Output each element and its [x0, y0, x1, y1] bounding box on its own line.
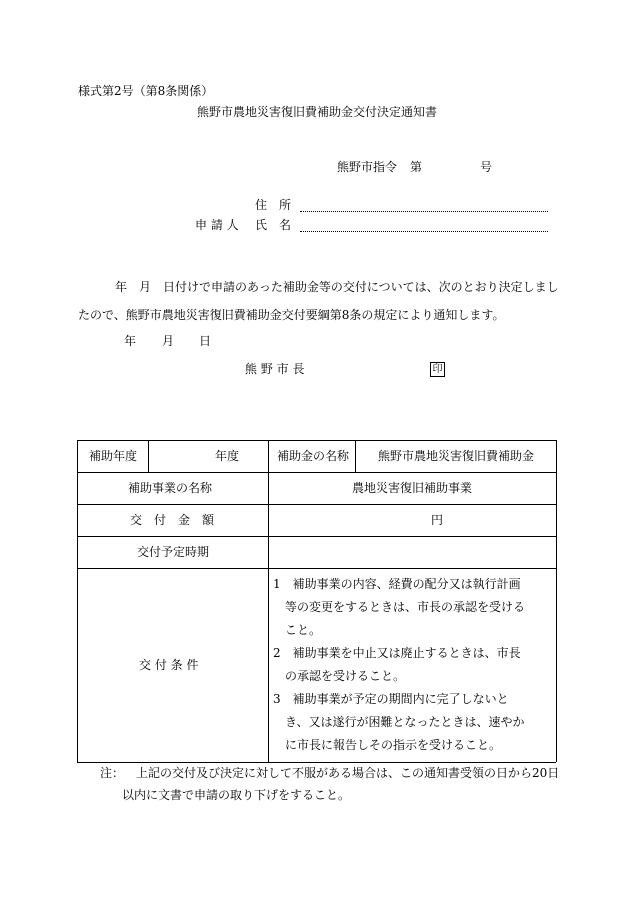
subsidy-name-label: 補助金の名称	[277, 449, 350, 463]
condition-line: の承認を受けること。	[273, 669, 406, 683]
applicant-label: 申 請 人	[195, 218, 239, 232]
note-line-2: 以内に文書で申請の取り下げをすること。	[122, 788, 351, 802]
conditions-label: 交 付 条 件	[139, 658, 199, 672]
project-name: 農地災害復旧補助事業	[352, 481, 473, 495]
schedule-label: 交付予定時期	[137, 545, 210, 559]
name-label: 氏 名	[255, 218, 292, 232]
amount-unit: 円	[431, 513, 444, 527]
address-label: 住 所	[255, 198, 292, 212]
condition-line: 等の変更をするときは、市長の承認を受ける	[273, 600, 526, 614]
address-line	[300, 211, 548, 212]
fiscal-year-label: 補助年度	[89, 449, 138, 463]
condition-line: こと。	[273, 623, 322, 637]
condition-line: 2 補助事業を中止又は廃止するときは、市長	[273, 646, 521, 660]
amount-label: 交 付 金 額	[130, 513, 215, 527]
document-title: 熊野市農地災害復旧費補助金交付決定通知書	[197, 105, 438, 119]
form-number: 様式第2号（第8条関係）	[78, 84, 214, 98]
note-label: 注：	[100, 766, 125, 780]
condition-line: 3 補助事業が予定の期間内に完了しないと	[273, 692, 509, 706]
mayor-title: 熊 野 市 長	[245, 362, 305, 376]
condition-line: き、又は遂行が困難となったときは、速やか	[273, 715, 525, 729]
fiscal-year-unit: 年度	[215, 449, 240, 463]
date-day: 日	[199, 334, 212, 348]
name-line	[300, 231, 548, 232]
seal-mark: 印	[430, 362, 445, 377]
subsidy-name: 熊野市農地災害復旧費補助金	[378, 449, 535, 463]
condition-line: に市長に報告しその指示を受けること。	[273, 738, 502, 752]
date-year: 年	[124, 334, 137, 348]
condition-line: 1 補助事業の内容、経費の配分又は執行計画	[273, 577, 521, 591]
reference-issuer: 熊野市指令	[337, 160, 398, 174]
date-month: 月	[162, 334, 175, 348]
project-name-label: 補助事業の名称	[128, 481, 213, 495]
body-line-2: たので、熊野市農地災害復旧費補助金交付要綱第8条の規定により通知します。	[78, 308, 505, 322]
reference-dai: 第	[410, 160, 423, 174]
reference-go: 号	[480, 160, 493, 174]
note-line-1: 上記の交付及び決定に対して不服がある場合は、この通知書受領の日から20日	[136, 766, 560, 780]
body-line-1: 年 月 日付けで申請のあった補助金等の交付については、次のとおり決定しまし	[115, 280, 559, 294]
